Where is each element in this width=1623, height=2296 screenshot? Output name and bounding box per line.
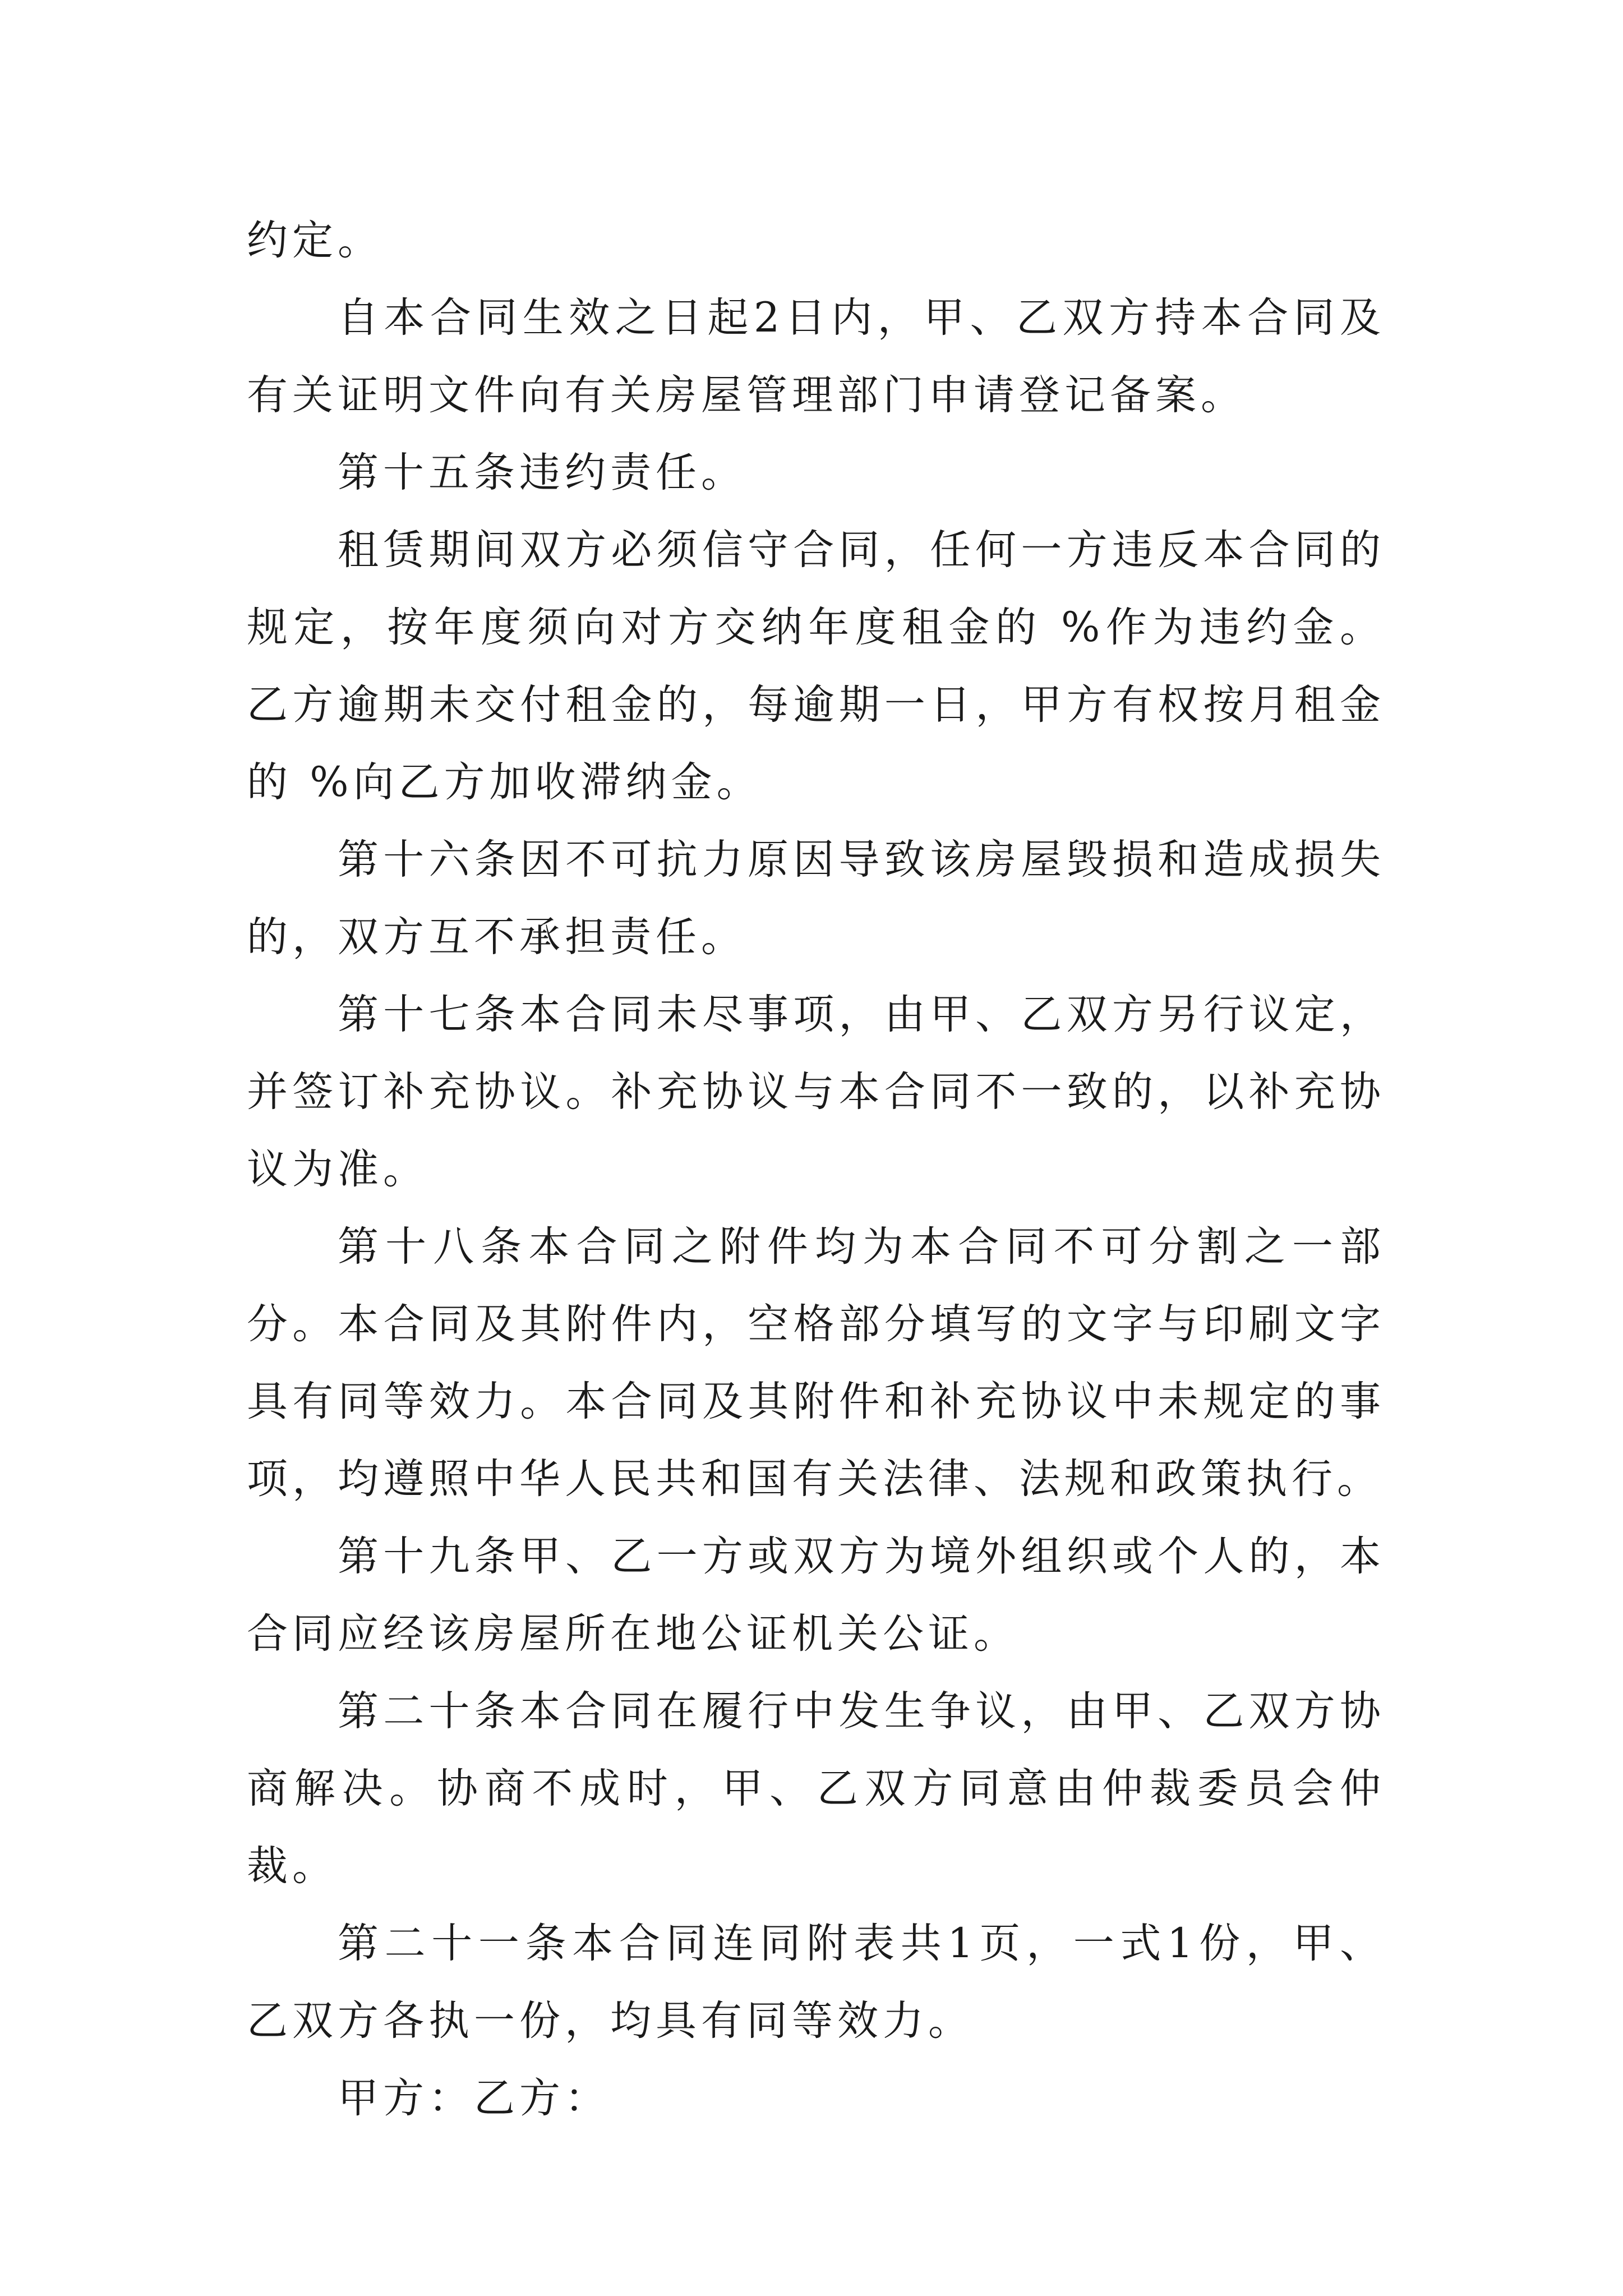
article-21: 第二十一条本合同连同附表共1页，一式1份，甲、乙双方各执一份，均具有同等效力。 xyxy=(247,1920,1385,2045)
signature-line: 甲方：乙方： xyxy=(338,2074,610,2122)
article-18: 第十八条本合同之附件均为本合同不可分割之一部分。本合同及其附件内，空格部分填写的文字与印刷文字具有同等效力。本合同及其附件和补充协议中未规定的事项，均遵照中华人民共和国有关法律、法规和政策执行。 xyxy=(247,1223,1385,1503)
document-body xyxy=(247,202,1385,2137)
paragraph-registration: 自本合同生效之日起2日内，甲、乙双方持本合同及有关证明文件向有关房屋管理部门申请登记备案。 xyxy=(247,294,1385,419)
article-16: 第十六条因不可抗力原因导致该房屋毁损和造成损失的，双方互不承担责任。 xyxy=(247,836,1385,961)
article-17: 第十七条本合同未尽事项，由甲、乙双方另行议定，并签订补充协议。补充协议与本合同不一致的，以补充协议为准。 xyxy=(247,991,1385,1193)
article-19: 第十九条甲、乙一方或双方为境外组织或个人的，本合同应经该房屋所在地公证机关公证。 xyxy=(247,1533,1385,1658)
article-20: 第二十条本合同在履行中发生争议，由甲、乙双方协商解决。协商不成时，甲、乙双方同意由仲裁委员会仲裁。 xyxy=(247,1687,1385,1890)
paragraph-continuation: 约定。 xyxy=(247,217,383,264)
article-15-title: 第十五条违约责任。 xyxy=(338,449,746,496)
article-15-body: 租赁期间双方必须信守合同，任何一方违反本合同的规定，按年度须向对方交纳年度租金的 %作为违约金。乙方逾期未交付租金的，每逾期一日，甲方有权按月租金的 %向乙方加收滞纳金。 xyxy=(247,526,1385,806)
